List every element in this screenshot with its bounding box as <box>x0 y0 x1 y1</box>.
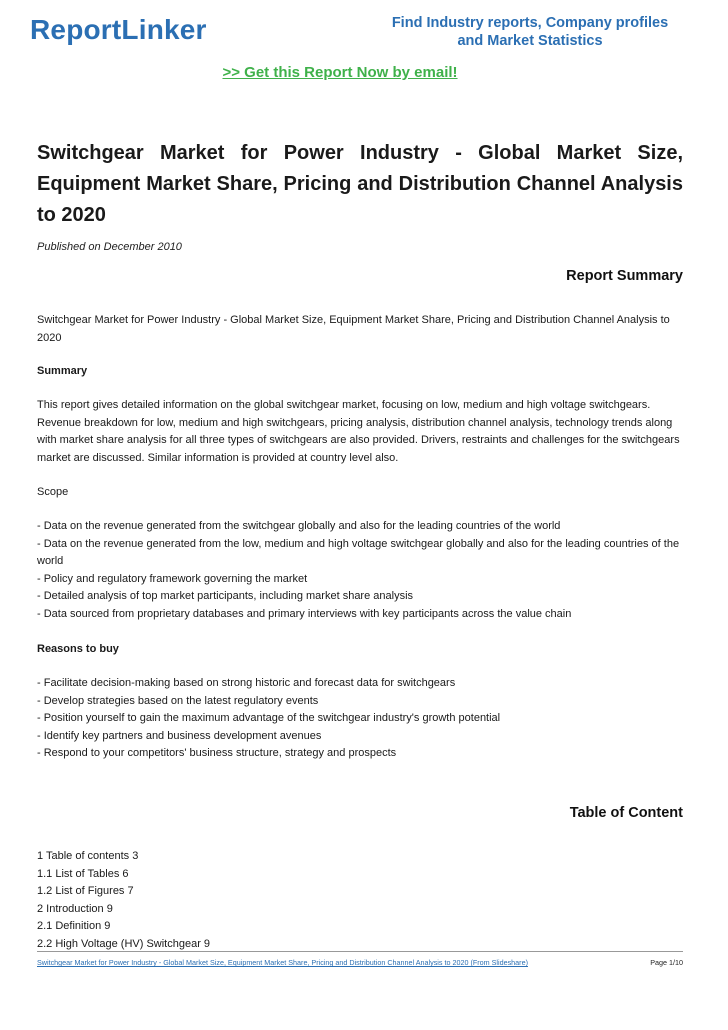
toc-item: 2 Introduction 9 <box>37 902 113 915</box>
tagline-line-2: and Market Statistics <box>457 33 603 49</box>
report-summary-heading: Report Summary <box>566 268 683 284</box>
list-item: - Data on the revenue generated from the low, medium and high voltage switchgear globally and also for the leading countries of the world <box>37 537 680 567</box>
list-item: - Detailed analysis of top market participants, including market share analysis <box>37 590 414 602</box>
list-item: - Facilitate decision-making based on strong historic and forecast data for switchgears <box>37 677 456 689</box>
list-item: - Develop strategies based on the latest regulatory events <box>37 694 319 707</box>
list-item: - Data sourced from proprietary databases and primary interviews with key participants across the value chain <box>37 607 572 620</box>
published-date: Published on December 2010 <box>37 241 182 253</box>
reportlinker-logo[interactable]: ReportLinker <box>30 14 207 45</box>
report-summary-section <box>37 312 687 347</box>
table-of-content-list <box>37 848 687 953</box>
scope-list <box>37 518 687 623</box>
list-item: - Position yourself to gain the maximum advantage of the switchgear industry's growth potential <box>37 712 501 724</box>
summary-label: Summary <box>37 365 88 377</box>
header-tagline <box>380 14 680 50</box>
toc-item: 1.1 List of Tables 6 <box>37 867 129 880</box>
scope-label: Scope <box>37 486 69 498</box>
get-report-email-link[interactable]: >> Get this Report Now by email! <box>222 64 458 81</box>
page-footer <box>37 951 683 967</box>
page-number: Page 1/10 <box>650 958 683 967</box>
toc-item: 2.2 High Voltage (HV) Switchgear 9 <box>37 937 211 950</box>
reasons-to-buy-list <box>37 675 687 763</box>
reasons-to-buy-label: Reasons to buy <box>37 643 119 655</box>
report-title: Switchgear Market for Power Industry - Global Market Size, Equipment Market Share, Pricing and Distribution Channel Analysis to 2020 <box>37 142 683 226</box>
list-item: - Policy and regulatory framework governing the market <box>37 572 308 585</box>
toc-item: 1.2 List of Figures 7 <box>37 885 134 897</box>
list-item: - Respond to your competitors' business structure, strategy and prospects <box>37 747 397 759</box>
summary-paragraph: This report gives detailed information on the global switchgear market, focusing on low, medium and high voltage switchgears. Revenue breakdown for low, medium and high switchgears, pricing analysis, distribution channel analysis, technology trends along with market share analysis for all three types of switchgears are also provided. Drivers, restraints and challenges for the switchgears market are discussed. Similar information is provided at country level also. <box>37 399 680 464</box>
toc-item: 2.1 Definition 9 <box>37 920 111 932</box>
list-item: - Identify key partners and business development avenues <box>37 729 322 742</box>
intro-paragraph: Switchgear Market for Power Industry - Global Market Size, Equipment Market Share, Pricing and Distribution Channel Analysis to 2020 <box>37 314 670 344</box>
table-of-content-heading: Table of Content <box>569 805 683 821</box>
toc-item: 1 Table of contents 3 <box>37 850 139 862</box>
tagline-line-1: Find Industry reports, Company profiles <box>391 15 669 31</box>
list-item: - Data on the revenue generated from the switchgear globally and also for the leading countries of the world <box>37 520 561 532</box>
footer-source-link[interactable]: Switchgear Market for Power Industry - Global Market Size, Equipment Market Share, Pricing and Distribution Channel Analysis to 2020 (From Slideshare) <box>37 958 528 967</box>
